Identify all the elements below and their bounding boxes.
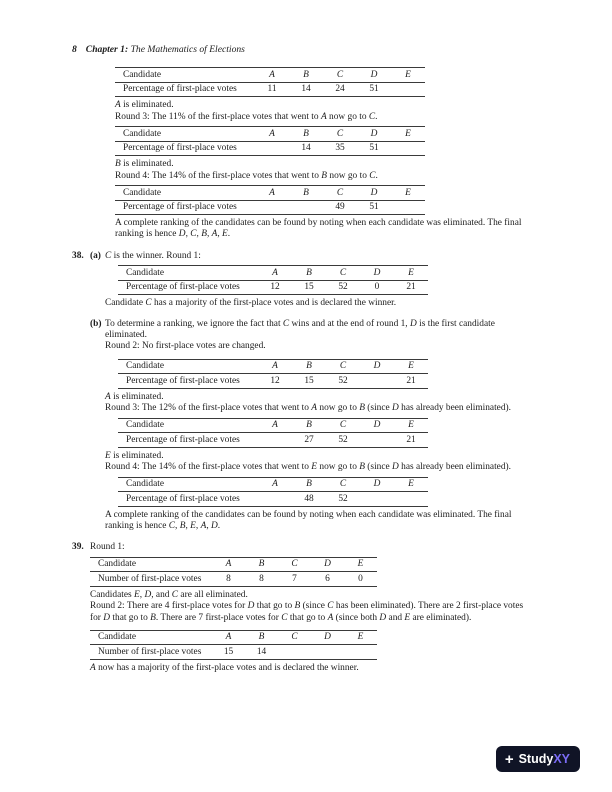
candidate-letter: A xyxy=(320,111,327,122)
candidate-letter-cell: D xyxy=(357,68,391,83)
candidate-letter-cell: D xyxy=(360,266,394,281)
candidate-header-cell: Candidate xyxy=(118,477,258,492)
candidate-letter-cell: C xyxy=(323,186,357,201)
candidate-letter-cell: D xyxy=(360,359,394,374)
candidate-letter: B xyxy=(359,462,365,473)
table-values-row xyxy=(118,280,428,295)
table-values-row xyxy=(115,141,425,156)
candidate-letter-cell: C xyxy=(278,630,311,645)
table-header-row xyxy=(115,68,425,83)
candidate-letter-cell: E xyxy=(394,418,428,433)
elimination-note-a: A is eliminated. xyxy=(115,100,174,111)
candidate-letter-cell: D xyxy=(357,186,391,201)
candidate-letter: D xyxy=(178,229,186,240)
table-header-row xyxy=(118,266,428,281)
round-3-note: Round 3: The 12% of the first-place votes that went to A now go to B (since D has already been eliminated). xyxy=(105,403,512,414)
votes-table-round2 xyxy=(115,67,425,97)
row-label-cell: Percentage of first-place votes xyxy=(126,434,240,445)
candidate-letter: B xyxy=(179,520,186,531)
candidate-letter: D xyxy=(392,403,399,414)
vote-value-cell: 15 xyxy=(223,646,234,657)
candidate-letter: C xyxy=(105,250,112,261)
majority-note: Candidate C has a majority of the first-place votes and is declared the winner. xyxy=(105,298,397,309)
brand-name-study: Study xyxy=(518,752,554,766)
candidate-header-cell: Candidate xyxy=(115,127,255,142)
vote-value-cell xyxy=(391,82,425,97)
round-4-note: Round 4: The 14% of the first-place votes that went to E now go to B (since D has already been eliminated). xyxy=(105,462,512,473)
round-2-note: Round 2: No first-place votes are changed. xyxy=(105,341,266,352)
candidate-letter-cell: B xyxy=(289,68,323,83)
votes-table-38b-round4 xyxy=(118,477,428,507)
votes-table-38a-round1 xyxy=(118,265,428,295)
vote-value-cell xyxy=(344,645,377,660)
candidate-letter-cell: E xyxy=(391,186,425,201)
candidate-letter: B xyxy=(359,403,365,414)
candidate-letter: A xyxy=(211,229,218,240)
vote-value-cell: 48 xyxy=(304,493,314,504)
candidate-letter-cell: A xyxy=(255,186,289,201)
table-values-row xyxy=(115,200,425,215)
vote-value-cell: 6 xyxy=(325,573,330,584)
round-2-note: Round 2: There are 4 first-place votes for D that go to B (since C has been eliminated). There are 2 first-place votes for D that go to B. There are 7 first-place votes for C that go to A (since both D and E are eliminated). xyxy=(90,601,524,623)
candidate-letter-cell: A xyxy=(258,418,292,433)
candidate-letter: C xyxy=(327,601,334,612)
vote-value-cell: 51 xyxy=(369,84,379,95)
vote-value-cell xyxy=(255,141,289,156)
candidate-letter: D xyxy=(392,462,399,473)
candidate-letter-cell: B xyxy=(292,359,326,374)
candidate-letter: D xyxy=(211,520,218,531)
votes-table-38b-round3 xyxy=(118,418,428,448)
row-label-cell: Percentage of first-place votes xyxy=(123,143,237,154)
vote-value-cell xyxy=(278,645,311,660)
candidate-letter-cell: B xyxy=(292,266,326,281)
problem-38b-body xyxy=(105,319,530,533)
row-label-cell: Percentage of first-place votes xyxy=(126,282,240,293)
candidate-letter-cell: C xyxy=(326,418,360,433)
vote-value-cell xyxy=(394,492,428,507)
candidate-letter: C xyxy=(281,612,288,623)
round-3-note: Round 3: The 11% of the first-place votes that went to A now go to C. xyxy=(115,111,378,122)
vote-value-cell xyxy=(360,374,394,389)
candidate-letter-cell: A xyxy=(258,266,292,281)
vote-value-cell: 12 xyxy=(270,375,280,386)
vote-value-cell: 21 xyxy=(406,282,416,293)
table-header-row xyxy=(118,477,428,492)
candidate-letter: A xyxy=(90,662,96,673)
problem-39 xyxy=(72,542,576,674)
candidate-header-cell: Candidate xyxy=(118,418,258,433)
candidate-letter-cell: A xyxy=(212,557,245,572)
majority-note: A now has a majority of the first-place votes and is declared the winner. xyxy=(90,662,359,673)
vote-value-cell xyxy=(258,492,292,507)
candidate-letter-cell: C xyxy=(326,266,360,281)
candidate-letter: E xyxy=(134,589,140,600)
table-values-row xyxy=(90,572,377,587)
elimination-note-a: A is eliminated. xyxy=(105,391,164,402)
candidate-letter-cell: E xyxy=(391,68,425,83)
vote-value-cell: 51 xyxy=(369,143,379,154)
candidate-letter: B xyxy=(150,612,156,623)
candidate-letter-cell: A xyxy=(255,127,289,142)
candidate-letter-cell: D xyxy=(311,630,344,645)
candidate-header-cell: Candidate xyxy=(90,557,212,572)
vote-value-cell: 52 xyxy=(338,375,348,386)
vote-value-cell: 52 xyxy=(338,493,348,504)
vote-value-cell: 8 xyxy=(259,573,264,584)
candidate-letter-cell: C xyxy=(326,359,360,374)
page-number: 8 xyxy=(72,44,77,55)
candidate-letter-cell: B xyxy=(289,127,323,142)
candidate-letter-cell: E xyxy=(344,557,377,572)
votes-table-38b-round2 xyxy=(118,359,428,389)
vote-value-cell xyxy=(360,433,394,448)
candidate-letter: D xyxy=(247,601,255,612)
vote-value-cell: 12 xyxy=(270,282,280,293)
candidate-letter: D xyxy=(410,318,417,329)
votes-table-39-round2 xyxy=(90,630,377,660)
row-label-cell: Number of first-place votes xyxy=(98,573,202,584)
vote-value-cell: 51 xyxy=(369,202,379,213)
candidate-letter: D xyxy=(379,612,387,623)
candidate-letter: C xyxy=(190,229,197,240)
problem-38 xyxy=(72,251,576,532)
table-values-row xyxy=(115,82,425,97)
problem-number: 38. xyxy=(72,250,84,261)
candidate-letter-cell: C xyxy=(323,127,357,142)
candidate-letter: B xyxy=(201,229,207,240)
final-ranking-paragraph: A complete ranking of the candidates can be found by noting when each candidate was eliminated. The final ranking is hence C, B, E, A, D. xyxy=(105,509,512,531)
table-values-row xyxy=(118,492,428,507)
candidate-letter: C xyxy=(168,520,176,531)
vote-value-cell xyxy=(289,200,323,215)
page-header xyxy=(72,44,576,55)
candidate-letter-cell: E xyxy=(394,359,428,374)
candidate-letter: D xyxy=(103,612,111,623)
candidate-letter: E xyxy=(105,450,111,461)
problem-39-body xyxy=(90,542,530,674)
vote-value-cell xyxy=(391,141,425,156)
elimination-note-e: E is eliminated. xyxy=(105,450,164,461)
vote-value-cell: 0 xyxy=(374,282,380,293)
candidate-letter: B xyxy=(321,170,328,181)
table-header-row xyxy=(115,127,425,142)
vote-value-cell: 21 xyxy=(406,434,416,445)
row-label-cell: Percentage of first-place votes xyxy=(126,375,240,386)
vote-value-cell: 24 xyxy=(335,84,345,95)
candidate-header-cell: Candidate xyxy=(118,266,258,281)
vote-value-cell: 52 xyxy=(338,434,348,445)
candidate-letter-cell: D xyxy=(311,557,344,572)
candidate-letter: A xyxy=(115,100,121,111)
vote-value-cell: 21 xyxy=(406,375,416,386)
row-label-cell: Percentage of first-place votes xyxy=(123,202,237,213)
vote-value-cell: 11 xyxy=(267,84,277,95)
row-label-cell: Percentage of first-place votes xyxy=(126,493,240,504)
candidate-letter-cell: E xyxy=(391,127,425,142)
candidate-header-cell: Candidate xyxy=(115,186,255,201)
table-header-row xyxy=(90,630,377,645)
chapter-title: The Mathematics of Elections xyxy=(130,44,245,55)
candidate-letter: C xyxy=(369,170,376,181)
candidate-letter: E xyxy=(404,612,411,623)
ranking-intro: To determine a ranking, we ignore the fact that C wins and at the end of round 1, D is the first candidate eliminated. xyxy=(105,318,495,341)
plus-icon: + xyxy=(504,750,514,768)
votes-table-round3 xyxy=(115,126,425,156)
vote-value-cell xyxy=(360,492,394,507)
votes-table-round4 xyxy=(115,185,425,215)
candidate-letter-cell: D xyxy=(360,477,394,492)
candidate-letter: E xyxy=(190,520,196,531)
round-4-note: Round 4: The 14% of the first-place votes that went to B now go to C. xyxy=(115,170,378,181)
candidate-letter-cell: C xyxy=(326,477,360,492)
table-header-row xyxy=(115,186,425,201)
candidate-letter: A xyxy=(200,520,207,531)
candidate-letter: C xyxy=(171,589,179,600)
candidate-letter-cell: A xyxy=(258,359,292,374)
vote-value-cell: 14 xyxy=(301,84,311,95)
candidate-letter-cell: B xyxy=(289,186,323,201)
vote-value-cell: 15 xyxy=(304,282,314,293)
candidate-letter-cell: A xyxy=(255,68,289,83)
candidate-letter-cell: B xyxy=(292,418,326,433)
candidate-letter-cell: B xyxy=(245,557,278,572)
table-header-row xyxy=(118,359,428,374)
vote-value-cell: 15 xyxy=(304,375,314,386)
table-header-row xyxy=(90,557,377,572)
candidate-letter-cell: A xyxy=(212,630,245,645)
problem-38a-body xyxy=(105,251,530,310)
candidate-letter: E xyxy=(311,462,318,473)
candidate-letter: D xyxy=(144,589,152,600)
candidate-letter-cell: B xyxy=(292,477,326,492)
votes-table-39-round1 xyxy=(90,557,377,587)
table-values-row xyxy=(118,433,428,448)
candidate-letter: C xyxy=(368,111,376,122)
vote-value-cell xyxy=(258,433,292,448)
row-label-cell: Percentage of first-place votes xyxy=(123,84,237,95)
candidate-letter-cell: B xyxy=(245,630,278,645)
vote-value-cell xyxy=(391,200,425,215)
subpart-label-b: (b) xyxy=(90,318,102,329)
chapter-label: Chapter 1: xyxy=(85,44,129,55)
problem-38a xyxy=(90,251,530,310)
candidate-letter: C xyxy=(282,318,290,329)
vote-value-cell: 35 xyxy=(335,143,345,154)
table-values-row xyxy=(118,374,428,389)
candidate-letter-cell: E xyxy=(344,630,377,645)
round-1-note: Round 1: xyxy=(90,542,125,553)
vote-value-cell xyxy=(311,645,344,660)
problem-number: 39. xyxy=(72,542,84,553)
table-values-row xyxy=(90,645,377,660)
candidate-letter-cell: C xyxy=(278,557,311,572)
problem-38-body xyxy=(90,251,530,532)
winner-note: C is the winner. Round 1: xyxy=(105,250,201,261)
vote-value-cell: 52 xyxy=(338,282,348,293)
elimination-note-b: B is eliminated. xyxy=(115,159,174,170)
candidate-letter: A xyxy=(105,391,111,402)
eliminations-note: Candidates E, D, and C are all eliminated. xyxy=(90,589,248,600)
candidate-letter-cell: C xyxy=(323,68,357,83)
candidate-letter-cell: D xyxy=(360,418,394,433)
vote-value-cell: 49 xyxy=(335,202,345,213)
problem-38b xyxy=(90,319,530,533)
studyxy-logo xyxy=(496,746,580,772)
vote-value-cell xyxy=(255,200,289,215)
candidate-letter: A xyxy=(311,403,318,414)
candidate-letter: C xyxy=(145,298,152,309)
final-ranking-paragraph: A complete ranking of the candidates can be found by noting when each candidate was eliminated. The final ranking is hence D, C, B, A, E. xyxy=(115,218,522,240)
vote-value-cell: 0 xyxy=(358,573,363,584)
subpart-label-a: (a) xyxy=(90,250,101,261)
candidate-header-cell: Candidate xyxy=(115,68,255,83)
brand-name-xy: XY xyxy=(553,752,570,766)
vote-value-cell: 8 xyxy=(226,573,231,584)
candidate-header-cell: Candidate xyxy=(118,359,258,374)
vote-value-cell: 7 xyxy=(292,573,297,584)
candidate-header-cell: Candidate xyxy=(90,630,212,645)
candidate-letter-cell: E xyxy=(394,477,428,492)
candidate-letter-cell: A xyxy=(258,477,292,492)
candidate-letter: B xyxy=(115,159,121,170)
candidate-letter-cell: D xyxy=(357,127,391,142)
candidate-letter-cell: E xyxy=(394,266,428,281)
row-label-cell: Number of first-place votes xyxy=(98,646,202,657)
vote-value-cell: 14 xyxy=(256,646,267,657)
candidate-letter: B xyxy=(294,601,301,612)
table-header-row xyxy=(118,418,428,433)
candidate-letter: A xyxy=(327,612,334,623)
vote-value-cell: 14 xyxy=(301,143,311,154)
problem-37-continuation xyxy=(115,67,545,240)
candidate-letter: E xyxy=(222,229,228,240)
vote-value-cell: 27 xyxy=(304,434,314,445)
